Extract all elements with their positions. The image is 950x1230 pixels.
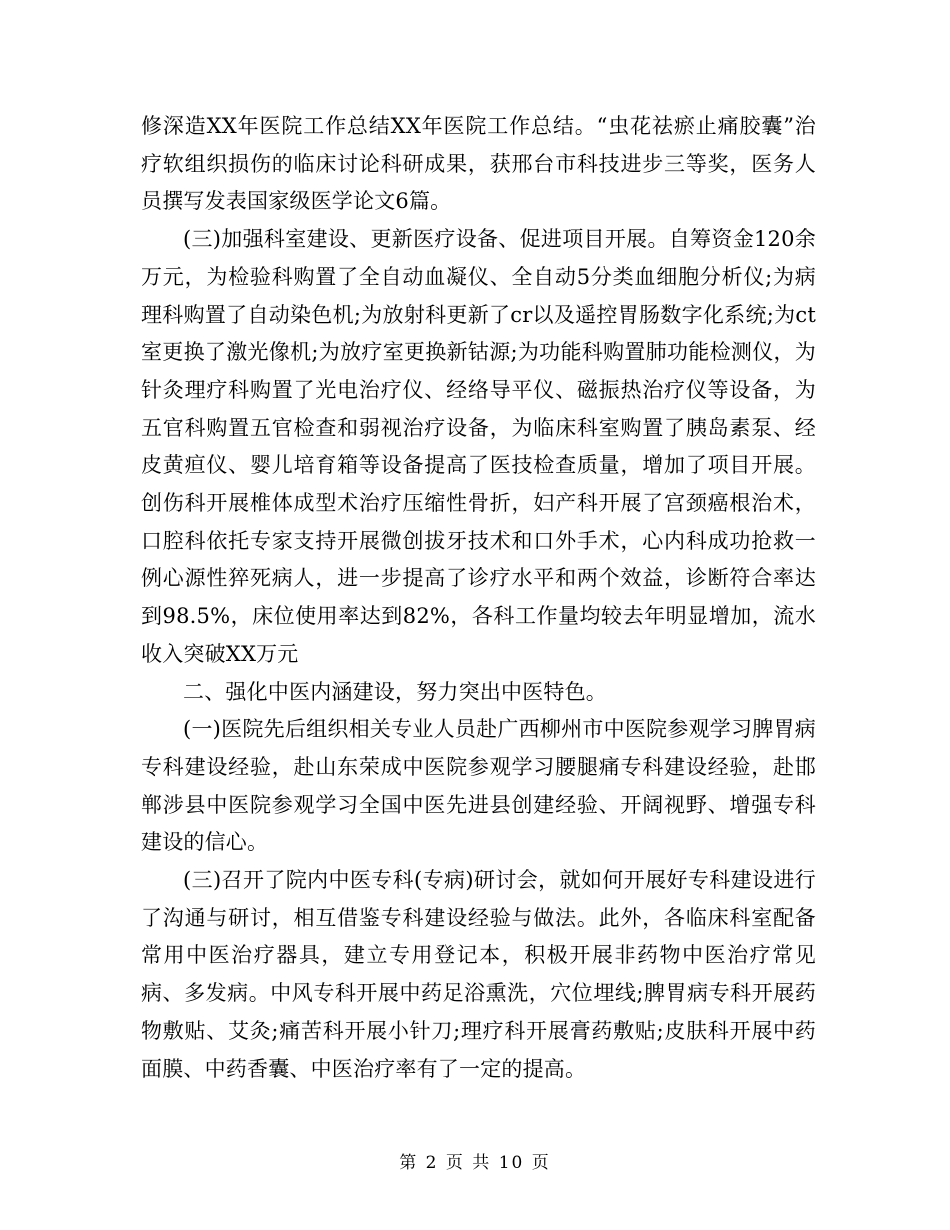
paragraph-5: (三)召开了院内中医专科(专病)研讨会，就如何开展好专科建设进行了沟通与研讨，相互借鉴专科建设经验与做法。此外，各临床科室配备常用中医治疗器具，建立专用登记本，积极开展非药物中医治疗常见病、多发病。中风专科开展中药足浴熏洗，穴位埋线;脾胃病专科开展药物敷贴、艾灸;痛苦科开展小针刀;理疗科开展膏药敷贴;皮肤科开展中药面膜、中药香囊、中医治疗率有了一定的提高。 bbox=[141, 868, 816, 1081]
paragraph-4: (一)医院先后组织相关专业人员赴广西柳州市中医院参观学习脾胃病专科建设经验，赴山东荣成中医院参观学习腰腿痛专科建设经验，赴邯郸涉县中医院参观学习全国中医先进县创建经验、开阔视野、增强专科建设的信心。 bbox=[141, 717, 816, 855]
paragraph-1: 修深造XX年医院工作总结XX年医院工作总结。“虫花祛瘀止痛胶囊”治疗软组织损伤的临床讨论科研成果，获邢台市科技进步三等奖，医务人员撰写发表国家级医学论文6篇。 bbox=[141, 114, 816, 214]
paragraph-2: (三)加强科室建设、更新医疗设备、促进项目开展。自筹资金120余万元，为检验科购置了全自动血凝仪、全自动5分类血细胞分析仪;为病理科购置了自动染色机;为放射科更新了cr以及遥控胃肠数字化系统;为ct室更换了激光像机;为放疗室更换新钴源;为功能科购置肺功能检测仪，为针灸理疗科购置了光电治疗仪、经络导平仪、磁振热治疗仪等设备，为五官科购置五官检查和弱视治疗设备，为临床科室购置了胰岛素泵、经皮黄疸仪、婴儿培育箱等设备提高了医技检查质量，增加了项目开展。创伤科开展椎体成型术治疗压缩性骨折，妇产科开展了宫颈癌根治术，口腔科依托专家支持开展微创拔牙技术和口外手术，心内科成功抢救一例心源性猝死病人，进一步提高了诊疗水平和两个效益，诊断符合率达到98.5%，床位使用率达到82%，各科工作量均较去年明显增加，流水收入突破XX万元 bbox=[141, 227, 816, 666]
page-number-footer: 第 2 页 共 10 页 bbox=[399, 1153, 551, 1173]
section-heading: 二、强化中医内涵建设，努力突出中医特色。 bbox=[183, 679, 607, 704]
page-body bbox=[141, 108, 816, 1088]
